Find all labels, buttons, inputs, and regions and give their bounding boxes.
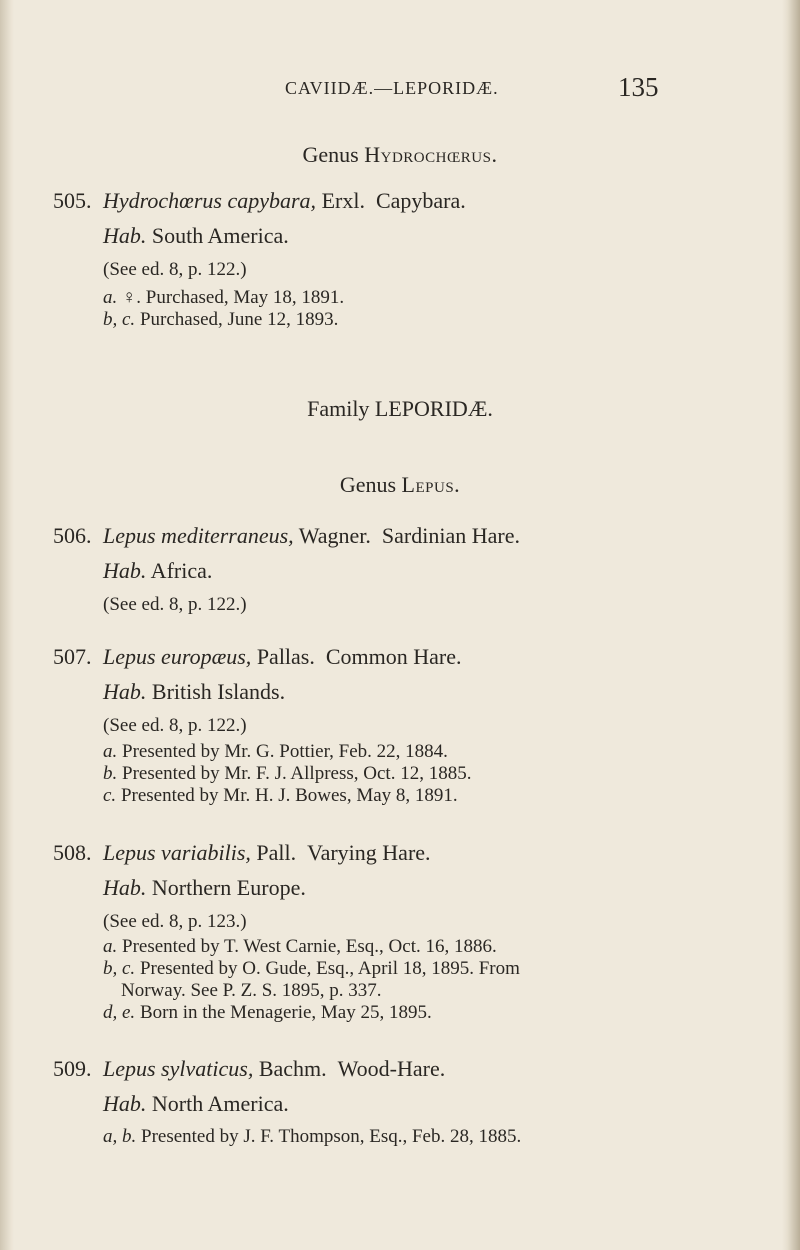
hab-label: Hab. bbox=[103, 875, 147, 900]
common-name: Wood-Hare. bbox=[337, 1056, 446, 1081]
authority: Wagner. bbox=[293, 523, 371, 548]
page-number: 135 bbox=[618, 72, 659, 102]
entry-507-habitat bbox=[103, 679, 285, 705]
specimen-text: Purchased, June 12, 1893. bbox=[135, 309, 339, 330]
entry-509-title bbox=[53, 1056, 445, 1082]
running-head bbox=[0, 72, 800, 112]
habitat: South America. bbox=[146, 223, 289, 248]
entry-508-title bbox=[53, 840, 431, 866]
entry-507-title bbox=[53, 644, 462, 670]
specimen-text: Presented by O. Gude, Esq., April 18, 1895. From bbox=[135, 958, 520, 979]
entry-505-habitat bbox=[103, 223, 289, 249]
specimen-text: Presented by J. F. Thompson, Esq., Feb. 28, 1885. bbox=[136, 1126, 522, 1147]
family-heading: Family LEPORIDÆ. bbox=[307, 396, 493, 421]
specimen-text: Presented by T. West Carnie, Esq., Oct. 16, 1886. bbox=[117, 936, 497, 957]
entry-505-title bbox=[53, 188, 466, 214]
specimen-key: b, c. bbox=[103, 309, 136, 330]
common-name: Varying Hare. bbox=[307, 840, 431, 865]
hab-label: Hab. bbox=[103, 679, 147, 704]
authority: Bachm. bbox=[253, 1056, 327, 1081]
specimen-text: Presented by Mr. F. J. Allpress, Oct. 12, 1885. bbox=[117, 763, 472, 784]
specimen-key: b. bbox=[103, 763, 118, 784]
specimen-line bbox=[103, 287, 344, 309]
hab-label: Hab. bbox=[103, 1091, 147, 1116]
specimen-key: a, b. bbox=[103, 1126, 137, 1147]
specimen-key: b, c. bbox=[103, 958, 136, 979]
common-name: Capybara. bbox=[375, 188, 466, 213]
specimen-line bbox=[103, 1002, 432, 1024]
genus-prefix: Genus bbox=[302, 142, 365, 167]
entry-508-habitat bbox=[103, 875, 306, 901]
binomial: Lepus variabilis, bbox=[103, 840, 251, 865]
authority: Pallas. bbox=[251, 644, 315, 669]
common-name: Common Hare. bbox=[325, 644, 462, 669]
genus-name: Lepus. bbox=[401, 472, 461, 497]
specimen-key: c. bbox=[103, 785, 117, 806]
specimen-key: a. bbox=[103, 936, 118, 957]
entry-number: 506. bbox=[53, 523, 92, 548]
authority: Erxl. bbox=[316, 188, 365, 213]
entry-506-ref: (See ed. 8, p. 122.) bbox=[103, 594, 247, 615]
specimen-line bbox=[103, 936, 497, 958]
specimen-line bbox=[103, 958, 520, 980]
hab-label: Hab. bbox=[103, 558, 147, 583]
entry-508-ref: (See ed. 8, p. 123.) bbox=[103, 911, 247, 932]
habitat: North America. bbox=[146, 1091, 289, 1116]
hab-label: Hab. bbox=[103, 223, 147, 248]
entry-number: 507. bbox=[53, 644, 92, 669]
specimen-text: Presented by Mr. H. J. Bowes, May 8, 1891. bbox=[116, 785, 458, 806]
specimen-line bbox=[103, 741, 448, 763]
habitat: British Islands. bbox=[146, 679, 286, 704]
specimen-line bbox=[103, 763, 471, 785]
genus-prefix: Genus bbox=[339, 472, 402, 497]
common-name: Sardinian Hare. bbox=[381, 523, 520, 548]
genus-hydrochoerus-heading bbox=[0, 142, 800, 168]
entry-number: 508. bbox=[53, 840, 92, 865]
binomial: Lepus europæus, bbox=[103, 644, 252, 669]
entry-506-habitat bbox=[103, 558, 212, 584]
specimen-line bbox=[121, 980, 382, 1002]
specimen-text: ♀. Purchased, May 18, 1891. bbox=[117, 287, 345, 308]
genus-name: Hydrochœrus. bbox=[364, 142, 498, 167]
habitat: Africa. bbox=[146, 558, 213, 583]
habitat: Northern Europe. bbox=[146, 875, 306, 900]
entry-505-ref: (See ed. 8, p. 122.) bbox=[103, 259, 247, 280]
specimen-text: Born in the Menagerie, May 25, 1895. bbox=[135, 1002, 432, 1023]
binomial: Hydrochœrus capybara, bbox=[103, 188, 317, 213]
specimen-line bbox=[103, 1126, 521, 1148]
entry-number: 509. bbox=[53, 1056, 92, 1081]
specimen-text: Norway. See P. Z. S. 1895, p. 337. bbox=[121, 980, 382, 1001]
binomial: Lepus sylvaticus, bbox=[103, 1056, 254, 1081]
specimen-key: a. bbox=[103, 741, 118, 762]
specimen-line bbox=[103, 785, 458, 807]
specimen-line bbox=[103, 309, 338, 331]
specimen-key: d, e. bbox=[103, 1002, 136, 1023]
running-title: CAVIIDÆ.—LEPORIDÆ. bbox=[285, 78, 499, 98]
specimen-key: a. bbox=[103, 287, 118, 308]
entry-507-ref: (See ed. 8, p. 122.) bbox=[103, 715, 247, 736]
entry-509-habitat bbox=[103, 1091, 289, 1117]
entry-number: 505. bbox=[53, 188, 92, 213]
entry-506-title bbox=[53, 523, 520, 549]
specimen-text: Presented by Mr. G. Pottier, Feb. 22, 1884. bbox=[117, 741, 448, 762]
genus-lepus-heading bbox=[0, 472, 800, 498]
authority: Pall. bbox=[250, 840, 297, 865]
binomial: Lepus mediterraneus, bbox=[103, 523, 294, 548]
